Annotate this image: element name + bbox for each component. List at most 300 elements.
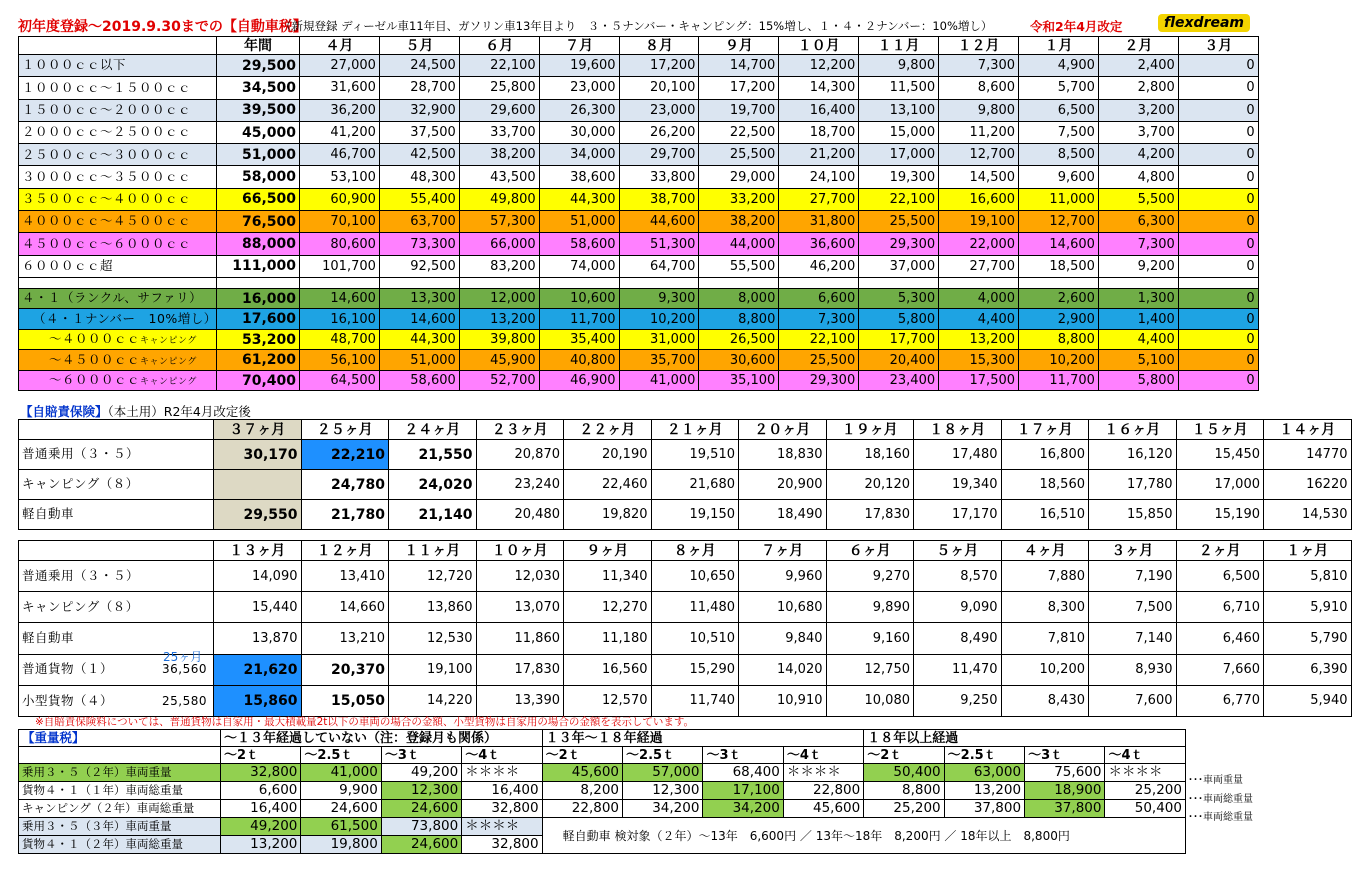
weight-subheader-cell: ～2ｔ [221,747,301,764]
tax-row-label: １０００ｃｃ以下 [19,55,217,77]
insurance-value-cell: 6,500 [1176,561,1264,592]
spacer-cell [1098,277,1178,288]
insurance-header-blank [19,420,214,440]
tax-value-cell: 29,300 [859,233,939,255]
weight-value-cell: 68,400 [703,764,783,782]
tax-value-cell: 9,200 [1098,255,1178,277]
tax-value-cell: 13,200 [939,329,1019,350]
insurance-value-cell: 19,340 [914,470,1002,500]
insurance-value-cell: 20,900 [739,470,827,500]
weight-value-cell: 17,100 [703,782,783,800]
tax-value-cell: 38,200 [459,144,539,166]
weight-value-cell: 73,800 [381,818,461,836]
insurance-value-cell: 9,090 [914,592,1002,623]
page-header [18,14,1263,36]
weight-value-cell: 61,500 [301,818,381,836]
tax-special-row [19,309,1259,330]
tax-value-cell: 57,300 [459,211,539,233]
insurance-value-cell: 29,550 [214,500,302,530]
tax-value-cell: 63,700 [379,211,459,233]
insurance-table-long [18,419,1352,530]
tax-value-cell: 18,500 [1019,255,1099,277]
tax-header-cell: ５月 [379,37,459,55]
insurance-header-cell: ８ヶ月 [651,541,739,561]
spacer-cell [19,277,217,288]
tax-value-cell: 43,500 [459,166,539,188]
tax-value-cell: 22,100 [779,329,859,350]
weight-value-cell: 41,000 [301,764,381,782]
tax-value-cell: 10,200 [1019,350,1099,371]
insurance-value-cell: 18,560 [1001,470,1089,500]
tax-value-cell: 7,500 [1019,121,1099,143]
weight-value-cell: 16,400 [462,782,542,800]
tax-value-cell: 9,800 [859,55,939,77]
tax-row [19,211,1259,233]
weight-value-cell: 32,800 [462,836,542,854]
tax-header-cell: ８月 [619,37,699,55]
tax-value-cell: 19,700 [699,99,779,121]
insurance-value-cell: 17,000 [1176,470,1264,500]
weight-subheader-cell: ～3ｔ [703,747,783,764]
weight-value-cell: 9,900 [301,782,381,800]
tax-value-cell: 17,000 [859,144,939,166]
tax-value-cell: 2,800 [1098,77,1178,99]
insurance-header-row [19,420,1352,440]
tax-value-cell: 15,000 [859,121,939,143]
tax-value-cell: 42,500 [379,144,459,166]
tax-value-cell: 24,500 [379,55,459,77]
tax-value-cell: 40,800 [539,350,619,371]
insurance-value-cell: 15,450 [1176,440,1264,470]
tax-value-cell: 26,300 [539,99,619,121]
insurance-header-cell: １０ヶ月 [476,541,564,561]
spacer-cell [699,277,779,288]
tax-value-cell: 44,300 [379,329,459,350]
tax-value-cell: 0 [1178,233,1258,255]
tax-value-cell: 17,500 [939,370,1019,391]
tax-value-cell: 88,000 [217,233,300,255]
tax-value-cell: 111,000 [217,255,300,277]
insurance-value-cell: 15,850 [1089,500,1177,530]
tax-value-cell: 12,000 [459,288,539,309]
tax-value-cell: 46,900 [539,370,619,391]
tax-value-cell: 10,600 [539,288,619,309]
tax-value-cell: 14,500 [939,166,1019,188]
insurance-header-cell: ２ヶ月 [1176,541,1264,561]
tax-value-cell: 48,700 [300,329,380,350]
weight-subheader-cell: ～2.5ｔ [944,747,1024,764]
insurance-value-cell [214,470,302,500]
tax-value-cell: 9,300 [619,288,699,309]
tax-value-cell: 29,700 [619,144,699,166]
tax-value-cell: 19,600 [539,55,619,77]
tax-value-cell: 25,500 [699,144,779,166]
flexdream-logo: flexdream [1158,14,1250,32]
tax-value-cell: 34,000 [539,144,619,166]
tax-value-cell: 76,500 [217,211,300,233]
tax-value-cell: 6,600 [779,288,859,309]
insurance-header-cell: ７ヶ月 [739,541,827,561]
insurance-25-month-value: 25,580 [162,693,207,708]
insurance-value-cell: 6,710 [1176,592,1264,623]
insurance-value-cell: 19,100 [389,654,477,685]
tax-value-cell: 37,500 [379,121,459,143]
insurance-value-cell: 10,080 [826,685,914,716]
weight-row-label: 乗用３・５（３年）車両重量 [19,818,221,836]
tax-value-cell: 16,600 [939,188,1019,210]
insurance-value-cell: 8,930 [1089,654,1177,685]
tax-value-cell: 3,700 [1098,121,1178,143]
special-label-suffix: キャンピング [140,356,197,367]
tax-value-cell: 46,700 [300,144,380,166]
tax-value-cell: 11,500 [859,77,939,99]
tax-row [19,233,1259,255]
tax-row-label: ４０００ｃｃ～４５００ｃｃ [19,211,217,233]
insurance-value-cell: 6,770 [1176,685,1264,716]
insurance-value-cell: 16220 [1264,470,1352,500]
tax-value-cell: 61,200 [217,350,300,371]
tax-value-cell: 0 [1178,350,1258,371]
weight-value-cell: 37,800 [944,800,1024,818]
weight-value-cell: 34,200 [703,800,783,818]
spacer-cell [539,277,619,288]
insurance-row [19,592,1352,623]
weight-subheader-cell: ～3ｔ [1025,747,1105,764]
insurance-value-cell: 12,720 [389,561,477,592]
insurance-value-cell: 9,160 [826,623,914,654]
tax-value-cell: 16,100 [300,309,380,330]
insurance-value-cell: 14770 [1264,440,1352,470]
kei-weight-note: 軽自動車 検対象（２年）～13年 6,600円 ／ 13年～18年 8,200円 ／ 18年以上 8,800円 [542,818,1185,854]
weight-subheader-cell: ～2.5ｔ [301,747,381,764]
tax-value-cell: 14,700 [699,55,779,77]
tax-value-cell: 2,400 [1098,55,1178,77]
side-note-1: ･･･車両重量 [1188,775,1243,786]
tax-value-cell: 6,300 [1098,211,1178,233]
tax-value-cell: 41,200 [300,121,380,143]
tax-value-cell: 0 [1178,255,1258,277]
insurance-row [19,654,1352,685]
tax-value-cell: 7,300 [1098,233,1178,255]
tax-value-cell: 44,300 [539,188,619,210]
insurance-value-cell: 7,810 [1001,623,1089,654]
tax-value-cell: 0 [1178,188,1258,210]
tax-value-cell: 5,800 [859,309,939,330]
tax-value-cell: 35,400 [539,329,619,350]
tax-value-cell: 33,200 [699,188,779,210]
weight-subheader-cell: ～4ｔ [462,747,542,764]
tax-value-cell: 44,600 [619,211,699,233]
tax-value-cell: 27,700 [779,188,859,210]
insurance-label-text: 小型貨物（４） [22,692,114,708]
tax-value-cell: 46,200 [779,255,859,277]
insurance-header-cell: ３７ヶ月 [214,420,302,440]
insurance-header-cell: ２５ヶ月 [301,420,389,440]
insurance-header-cell: １１ヶ月 [389,541,477,561]
tax-value-cell: 23,000 [619,99,699,121]
weight-group-header: １３年～１８年経過 [542,730,864,747]
insurance-value-cell: 21,780 [301,500,389,530]
insurance-value-cell: 6,390 [1264,654,1352,685]
insurance-value-cell: 12,030 [476,561,564,592]
insurance-header-cell: １９ヶ月 [826,420,914,440]
tax-value-cell: 9,800 [939,99,1019,121]
tax-value-cell: 4,200 [1098,144,1178,166]
insurance-value-cell: 24,020 [389,470,477,500]
weight-value-cell: 24,600 [381,800,461,818]
weight-row [19,818,1186,836]
insurance-header-cell: ２４ヶ月 [389,420,477,440]
tax-header-cell: 年間 [217,37,300,55]
tax-value-cell: 83,200 [459,255,539,277]
tax-value-cell: 70,100 [300,211,380,233]
insurance-row [19,440,1352,470]
tax-value-cell: 8,600 [939,77,1019,99]
insurance-value-cell: 22,210 [301,440,389,470]
insurance-header-cell: ５ヶ月 [914,541,1002,561]
tax-row [19,99,1259,121]
tax-row-label: ６０００ｃｃ超 [19,255,217,277]
tax-value-cell: 58,600 [379,370,459,391]
special-label-text: ～６０００ｃｃ [49,372,141,388]
tax-header-cell: ３月 [1178,37,1258,55]
insurance-value-cell: 11,180 [564,623,652,654]
insurance-value-cell: 19,150 [651,500,739,530]
tax-value-cell: 7,300 [779,309,859,330]
weight-value-cell: 34,200 [623,800,703,818]
tax-value-cell: 64,700 [619,255,699,277]
tax-value-cell: 49,800 [459,188,539,210]
weight-value-cell: ＊＊＊＊ [1105,764,1186,782]
weight-value-cell: 8,800 [864,782,944,800]
insurance-value-cell: 11,470 [914,654,1002,685]
insurance-header-blank [19,541,214,561]
insurance-value-cell: 7,600 [1089,685,1177,716]
insurance-label-text: キャンピング（８） [22,476,139,492]
insurance-value-cell: 8,570 [914,561,1002,592]
tax-value-cell: 8,500 [1019,144,1099,166]
insurance-value-cell: 10,910 [739,685,827,716]
insurance-value-cell: 19,510 [651,440,739,470]
weight-value-cell: 25,200 [864,800,944,818]
weight-title: 【重量税】 [22,729,85,745]
side-note-2: ･･･車両総重量 [1188,794,1253,805]
insurance-value-cell: 10,510 [651,623,739,654]
tax-value-cell: 53,200 [217,329,300,350]
insurance-row [19,561,1352,592]
weight-value-cell: 25,200 [1105,782,1186,800]
weight-subheader-cell: ～2ｔ [864,747,944,764]
insurance-note: ※自賠責保険料については、普通貨物は自家用・最大積載量2t以下の車両の場合の金額、小型貨物は自家用の場合の金額を表示しています。 [35,716,695,728]
spacer-cell [859,277,939,288]
insurance-value-cell: 7,190 [1089,561,1177,592]
tax-value-cell: 9,600 [1019,166,1099,188]
tax-value-cell: 0 [1178,55,1258,77]
insurance-title: 【自賠責保険】 [20,404,108,419]
insurance-header-cell: １７ヶ月 [1001,420,1089,440]
insurance-value-cell: 13,210 [301,623,389,654]
tax-value-cell: 13,200 [459,309,539,330]
insurance-header-cell: １３ヶ月 [214,541,302,561]
weight-row [19,764,1186,782]
insurance-header-row [19,541,1352,561]
spacer-cell [379,277,459,288]
tax-value-cell: 8,800 [1019,329,1099,350]
tax-value-cell: 15,300 [939,350,1019,371]
insurance-value-cell: 9,840 [739,623,827,654]
insurance-value-cell: 12,570 [564,685,652,716]
insurance-row-label [19,470,214,500]
tax-value-cell: 33,800 [619,166,699,188]
weight-value-cell: 12,300 [381,782,461,800]
insurance-value-cell: 16,120 [1089,440,1177,470]
tax-row-label: １５００ｃｃ～２０００ｃｃ [19,99,217,121]
tax-value-cell: 23,000 [539,77,619,99]
tax-value-cell: 4,000 [939,288,1019,309]
insurance-row-label [19,592,214,623]
tax-header-cell: １０月 [779,37,859,55]
tax-value-cell: 64,500 [300,370,380,391]
tax-value-cell: 26,200 [619,121,699,143]
insurance-row-label [19,500,214,530]
insurance-value-cell: 11,860 [476,623,564,654]
insurance-value-cell: 7,660 [1176,654,1264,685]
tax-value-cell: 0 [1178,370,1258,391]
tax-value-cell: 5,700 [1019,77,1099,99]
tax-value-cell: 3,200 [1098,99,1178,121]
tax-row [19,255,1259,277]
tax-value-cell: 66,500 [217,188,300,210]
tax-value-cell: 39,500 [217,99,300,121]
insurance-label-text: キャンピング（８） [22,599,139,615]
tax-value-cell: 22,000 [939,233,1019,255]
tax-value-cell: 55,400 [379,188,459,210]
tax-value-cell: 4,900 [1019,55,1099,77]
insurance-value-cell: 8,490 [914,623,1002,654]
tax-value-cell: 18,700 [779,121,859,143]
weight-row-label: 乗用３・５（２年）車両重量 [19,764,221,782]
insurance-value-cell: 7,880 [1001,561,1089,592]
insurance-header-cell: １８ヶ月 [914,420,1002,440]
insurance-header-cell: ６ヶ月 [826,541,914,561]
weight-row-label: 貨物４・１（１年）車両総重量 [19,782,221,800]
label-25-months: 25ヶ月 [163,650,203,664]
insurance-value-cell: 22,460 [564,470,652,500]
special-label-text: ４・１（ランクル、サファリ） [22,290,203,306]
weight-subheader-cell: ～2ｔ [542,747,622,764]
insurance-value-cell: 21,140 [389,500,477,530]
insurance-row [19,623,1352,654]
insurance-value-cell: 5,810 [1264,561,1352,592]
tax-value-cell: 19,300 [859,166,939,188]
tax-special-label [19,309,217,330]
tax-value-cell: 12,700 [1019,211,1099,233]
tax-value-cell: 60,900 [300,188,380,210]
tax-value-cell: 16,400 [779,99,859,121]
tax-special-row [19,288,1259,309]
tax-special-label [19,370,217,391]
insurance-value-cell: 13,870 [214,623,302,654]
tax-value-cell: 5,500 [1098,188,1178,210]
tax-value-cell: 27,700 [939,255,1019,277]
insurance-header-cell: １６ヶ月 [1089,420,1177,440]
insurance-value-cell: 9,960 [739,561,827,592]
weight-value-cell: 13,200 [944,782,1024,800]
insurance-row-label [19,440,214,470]
insurance-value-cell: 9,250 [914,685,1002,716]
tax-header-cell: １１月 [859,37,939,55]
tax-header-cell: ６月 [459,37,539,55]
tax-value-cell: 12,700 [939,144,1019,166]
tax-special-label [19,350,217,371]
insurance-value-cell: 10,650 [651,561,739,592]
weight-value-cell: 18,900 [1025,782,1105,800]
insurance-value-cell: 15,190 [1176,500,1264,530]
weight-title-cell [19,730,221,747]
insurance-header-cell: ２２ヶ月 [564,420,652,440]
weight-value-cell: 22,800 [783,782,863,800]
tax-value-cell: 8,000 [699,288,779,309]
tax-value-cell: 48,300 [379,166,459,188]
weight-row [19,782,1186,800]
tax-header-blank [19,37,217,55]
tax-value-cell: 32,900 [379,99,459,121]
revision-label: 令和2年4月改定 [1030,19,1123,34]
insurance-value-cell: 16,510 [1001,500,1089,530]
tax-row [19,55,1259,77]
weight-value-cell: 24,600 [301,800,381,818]
insurance-value-cell: 12,530 [389,623,477,654]
tax-value-cell: 4,400 [1098,329,1178,350]
insurance-value-cell: 9,890 [826,592,914,623]
weight-value-cell: 49,200 [381,764,461,782]
insurance-label-text: 軽自動車 [22,630,75,646]
insurance-header-cell: １２ヶ月 [301,541,389,561]
weight-value-cell: 45,600 [783,800,863,818]
insurance-value-cell: 17,830 [476,654,564,685]
tax-value-cell: 92,500 [379,255,459,277]
insurance-value-cell: 18,830 [739,440,827,470]
tax-value-cell: 21,200 [779,144,859,166]
insurance-value-cell: 6,460 [1176,623,1264,654]
insurance-value-cell: 5,940 [1264,685,1352,716]
tax-special-row [19,370,1259,391]
tax-value-cell: 70,400 [217,370,300,391]
tax-row [19,144,1259,166]
insurance-value-cell: 11,340 [564,561,652,592]
tax-value-cell: 0 [1178,99,1258,121]
insurance-value-cell: 14,220 [389,685,477,716]
tax-value-cell: 19,100 [939,211,1019,233]
weight-row-label: 貨物４・１（２年）車両総重量 [19,836,221,854]
weight-value-cell: 37,800 [1025,800,1105,818]
tax-value-cell: 14,600 [379,309,459,330]
tax-value-cell: 52,700 [459,370,539,391]
tax-header-row [19,37,1259,55]
insurance-value-cell: 14,020 [739,654,827,685]
tax-row-label: ２０００ｃｃ～２５００ｃｃ [19,121,217,143]
special-label-suffix: キャンピング [140,336,197,347]
page-title: 初年度登録～2019.9.30までの【自動車税】 [18,19,307,35]
insurance-value-cell: 7,140 [1089,623,1177,654]
tax-value-cell: 31,000 [619,329,699,350]
insurance-label-text: 普通貨物（１） [22,661,114,677]
weight-value-cell: 32,800 [462,800,542,818]
tax-row-label: ２５００ｃｃ～３０００ｃｃ [19,144,217,166]
tax-value-cell: 12,200 [779,55,859,77]
insurance-subtitle: （本土用）R2年4月改定後 [107,404,251,419]
tax-value-cell: 28,700 [379,77,459,99]
